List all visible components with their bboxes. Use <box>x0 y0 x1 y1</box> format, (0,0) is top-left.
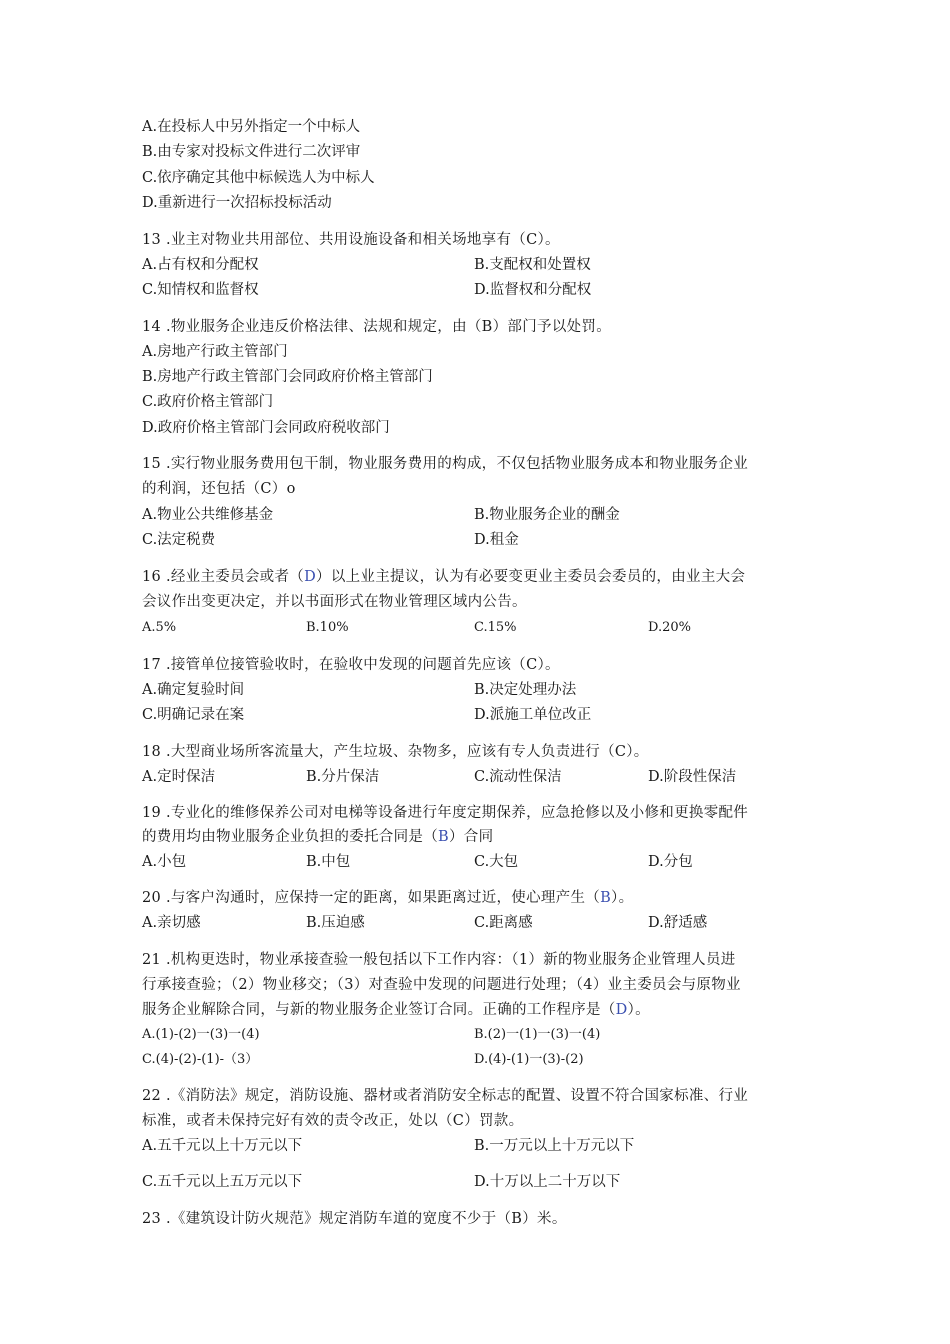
question-15-line-2: 的利润，还包括（C）o <box>142 481 296 497</box>
q22-option-c: C.五千元以上五万元以下 <box>142 1174 303 1190</box>
q14-option-b: B.房地产行政主管部门会同政府价格主管部门 <box>142 369 433 385</box>
question-16-line-2: 会议作出变更决定，并以书面形式在物业管理区域内公告。 <box>142 594 527 610</box>
q19-option-d: D.分包 <box>648 854 693 870</box>
option-c: C.依序确定其他中标候选人为中标人 <box>142 170 375 186</box>
q16-option-d: D.20% <box>648 620 691 635</box>
q16-option-b: B.10% <box>306 620 349 635</box>
question-23: 23 .《建筑设计防火规范》规定消防车道的宽度不少于（B）米。 <box>142 1211 567 1227</box>
question-19-line-2 <box>142 828 493 846</box>
q13-option-a: A.占有权和分配权 <box>142 257 259 273</box>
q20-option-d: D.舒适感 <box>648 915 708 931</box>
q19-answer: B <box>438 829 449 845</box>
q13-option-d: D.监督权和分配权 <box>474 282 592 298</box>
q16-text-b: ）以上业主提议，认为有必要变更业主委员会委员的，由业主大会 <box>316 569 746 585</box>
q17-option-c: C.明确记录在案 <box>142 707 245 723</box>
question-14: 14 .物业服务企业违反价格法律、法规和规定，由（B）部门予以处罚。 <box>142 319 612 335</box>
option-b: B.由专家对投标文件进行二次评审 <box>142 144 361 160</box>
q16-text-a: 16 .经业主委员会或者（ <box>142 569 305 585</box>
q21-option-b: B.(2)一(1)一(3)一(4) <box>474 1027 601 1042</box>
q14-option-a: A.房地产行政主管部门 <box>142 344 288 360</box>
question-22-line-2: 标准，或者未保持完好有效的责令改正，处以（C）罚款。 <box>142 1113 524 1129</box>
q15-option-b: B.物业服务企业的酬金 <box>474 507 620 523</box>
q22-option-a: A.五千元以上十万元以下 <box>142 1138 303 1154</box>
q17-option-a: A.确定复验时间 <box>142 682 245 698</box>
option-a: A.在投标人中另外指定一个中标人 <box>142 119 361 135</box>
q20-text-b: ）。 <box>611 890 634 906</box>
question-20 <box>142 889 633 907</box>
q13-option-c: C.知情权和监督权 <box>142 282 259 298</box>
question-21-line-1: 21 .机构更迭时，物业承接查验一般包括以下工作内容：（1）新的物业服务企业管理人员进 <box>142 952 736 968</box>
q17-option-b: B.决定处理办法 <box>474 682 577 698</box>
q18-option-d: D.阶段性保洁 <box>648 769 737 785</box>
question-21-line-2: 行承接查验；（2）物业移交；（3）对查验中发现的问题进行处理；（4）业主委员会与原物业 <box>142 977 741 993</box>
q20-text-a: 20 .与客户沟通时，应保持一定的距离，如果距离过近，使心理产生（ <box>142 890 601 906</box>
q15-option-d: D.租金 <box>474 532 519 548</box>
q20-option-a: A.亲切感 <box>142 915 201 931</box>
q21-option-d: D.(4)-(1)一(3)-(2) <box>474 1052 584 1067</box>
q13-option-b: B.支配权和处置权 <box>474 257 591 273</box>
question-13: 13 .业主对物业共用部位、共用设施设备和相关场地享有（C）。 <box>142 232 560 248</box>
q22-option-b: B.一万元以上十万元以下 <box>474 1138 635 1154</box>
q18-option-a: A.定时保洁 <box>142 769 216 785</box>
question-17: 17 .接管单位接管验收时，在验收中发现的问题首先应该（C）。 <box>142 657 560 673</box>
q20-option-b: B.压迫感 <box>306 915 365 931</box>
q18-option-b: B.分片保洁 <box>306 769 380 785</box>
option-d: D.重新进行一次招标投标活动 <box>142 195 332 211</box>
q21-answer: D <box>615 1002 628 1018</box>
q15-option-a: A.物业公共维修基金 <box>142 507 274 523</box>
q16-answer: D <box>304 569 317 585</box>
q19-text-a: 的费用均由物业服务企业负担的委托合同是（ <box>142 829 438 845</box>
question-16-line-1 <box>142 568 745 586</box>
q21-option-a: A.(1)-(2)一(3)一(4) <box>142 1027 260 1042</box>
q16-option-a: A.5% <box>142 620 177 635</box>
q19-text-b: ）合同 <box>448 829 494 845</box>
q20-option-c: C.距离感 <box>474 915 533 931</box>
q19-option-c: C.大包 <box>474 854 519 870</box>
q21-text-b: ）。 <box>627 1002 650 1018</box>
q15-option-c: C.法定税费 <box>142 532 216 548</box>
question-22-line-1: 22 .《消防法》规定，消防设施、器材或者消防安全标志的配置、设置不符合国家标准、行业 <box>142 1088 749 1104</box>
question-15-line-1: 15 .实行物业服务费用包干制，物业服务费用的构成，不仅包括物业服务成本和物业服务企业 <box>142 456 749 472</box>
q21-text-a: 服务企业解除合同，与新的物业服务企业签订合同。正确的工作程序是（ <box>142 1002 616 1018</box>
q18-option-c: C.流动性保洁 <box>474 769 562 785</box>
q19-option-a: A.小包 <box>142 854 187 870</box>
q16-option-c: C.15% <box>474 620 517 635</box>
question-21-line-3 <box>142 1001 650 1019</box>
question-18: 18 .大型商业场所客流量大，产生垃圾、杂物多，应该有专人负责进行（C）。 <box>142 744 649 760</box>
q20-answer: B <box>600 890 612 906</box>
question-19-line-1: 19 .专业化的维修保养公司对电梯等设备进行年度定期保养，应急抢修以及小修和更换零配件 <box>142 805 749 821</box>
q22-option-d: D.十万以上二十万以下 <box>474 1174 621 1190</box>
q19-option-b: B.中包 <box>306 854 351 870</box>
q21-option-c: C.(4)-(2)-(1)-（3） <box>142 1052 259 1067</box>
q14-option-c: C.政府价格主管部门 <box>142 394 274 410</box>
q17-option-d: D.派施工单位改正 <box>474 707 592 723</box>
q14-option-d: D.政府价格主管部门会同政府税收部门 <box>142 420 390 436</box>
